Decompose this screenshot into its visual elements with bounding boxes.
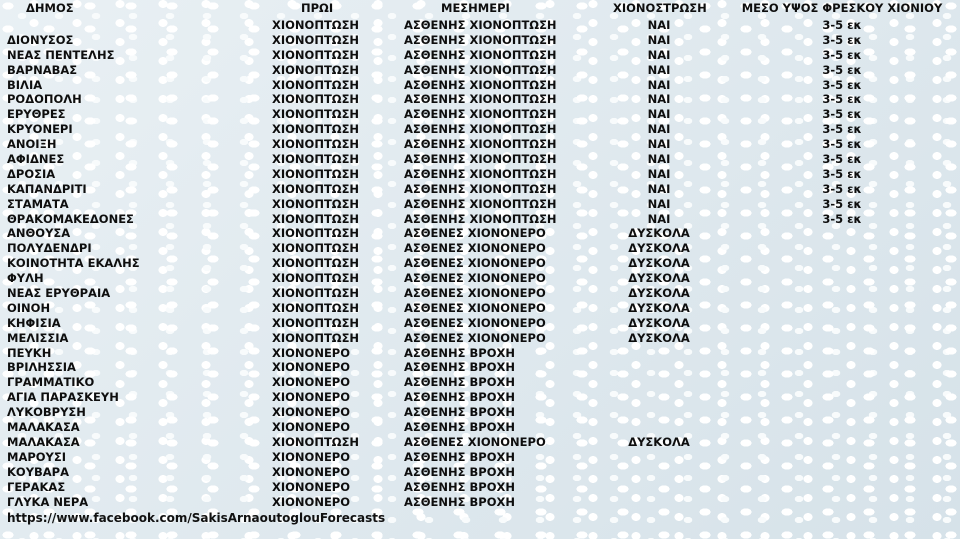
cell-mesimeri: ΑΣΘΕΝΕΣ ΧΙΟΝΟΝΕΡΟ	[404, 300, 546, 315]
cell-proi: ΧΙΟΝΟΝΕΡΟ	[272, 375, 351, 390]
cell-demos: ΚΟΥΒΑΡΑ	[7, 464, 70, 479]
cell-demos: ΝΕΑΣ ΕΡΥΘΡΑΙΑ	[7, 286, 111, 301]
cell-demos: ΔΙΟΝΥΣΟΣ	[7, 32, 74, 47]
cell-proi: ΧΙΟΝΟΝΕΡΟ	[272, 449, 351, 464]
cell-demos: ΚΡΥΟΝΕΡΙ	[7, 122, 73, 137]
cell-demos: ΓΡΑΜΜΑΤΙΚΟ	[7, 375, 95, 390]
cell-chionostrosi: ΔΥΣΚΟΛΑ	[628, 315, 690, 330]
cell-chionostrosi: ΝΑΙ	[647, 152, 671, 167]
cell-proi: ΧΙΟΝΟΠΤΩΣΗ	[272, 181, 360, 196]
cell-proi: ΧΙΟΝΟΝΕΡΟ	[272, 345, 351, 360]
table-row	[0, 405, 960, 420]
header-chionostrosi: ΧΙΟΝΟΣΤΡΩΣΗ	[613, 1, 707, 15]
cell-ypsos: 3-5 εκ	[822, 166, 862, 181]
cell-proi: ΧΙΟΝΟΠΤΩΣΗ	[272, 122, 360, 137]
cell-proi: ΧΙΟΝΟΝΕΡΟ	[272, 494, 351, 509]
cell-demos: ΡΟΔΟΠΟΛΗ	[7, 92, 82, 107]
table-row	[0, 197, 960, 212]
cell-demos: ΒΑΡΝΑΒΑΣ	[7, 62, 78, 77]
cell-proi: ΧΙΟΝΟΠΤΩΣΗ	[272, 434, 360, 449]
cell-mesimeri: ΑΣΘΕΝΗΣ ΧΙΟΝΟΠΤΩΣΗ	[404, 137, 557, 152]
cell-mesimeri: ΑΣΘΕΝΗΣ ΒΡΟΧΗ	[404, 449, 515, 464]
table-row	[0, 256, 960, 271]
cell-demos: ΜΑΛΑΚΑΣΑ	[7, 434, 80, 449]
cell-proi: ΧΙΟΝΟΠΤΩΣΗ	[272, 62, 360, 77]
table-row	[0, 331, 960, 346]
cell-demos: ΑΦΙΔΝΕΣ	[7, 152, 65, 167]
cell-proi: ΧΙΟΝΟΠΤΩΣΗ	[272, 137, 360, 152]
cell-ypsos: 3-5 εκ	[822, 18, 862, 32]
cell-ypsos: 3-5 εκ	[822, 152, 862, 167]
cell-proi: ΧΙΟΝΟΠΤΩΣΗ	[272, 18, 360, 32]
source-url[interactable]: https://www.facebook.com/SakisArnaoutoglouForecasts	[7, 511, 386, 525]
cell-mesimeri: ΑΣΘΕΝΗΣ ΧΙΟΝΟΠΤΩΣΗ	[404, 166, 557, 181]
header-ypsos: ΜΕΣΟ ΥΨΟΣ ΦΡΕΣΚΟΥ ΧΙΟΝΙΟΥ	[741, 1, 943, 15]
cell-mesimeri: ΑΣΘΕΝΕΣ ΧΙΟΝΟΝΕΡΟ	[404, 330, 546, 345]
cell-mesimeri: ΑΣΘΕΝΕΣ ΧΙΟΝΟΝΕΡΟ	[404, 271, 546, 286]
cell-proi: ΧΙΟΝΟΝΕΡΟ	[272, 390, 351, 405]
cell-mesimeri: ΑΣΘΕΝΕΣ ΧΙΟΝΟΝΕΡΟ	[404, 256, 546, 271]
cell-proi: ΧΙΟΝΟΠΤΩΣΗ	[272, 92, 360, 107]
cell-demos: ΠΕΥΚΗ	[7, 345, 52, 360]
cell-proi: ΧΙΟΝΟΠΤΩΣΗ	[272, 330, 360, 345]
table-row	[0, 495, 960, 510]
cell-mesimeri: ΑΣΘΕΝΗΣ ΒΡΟΧΗ	[404, 494, 515, 509]
cell-demos: ΑΓΙΑ ΠΑΡΑΣΚΕΥΗ	[7, 390, 119, 405]
cell-ypsos: 3-5 εκ	[822, 62, 862, 77]
table-row	[0, 63, 960, 78]
cell-mesimeri: ΑΣΘΕΝΗΣ ΧΙΟΝΟΠΤΩΣΗ	[404, 211, 557, 226]
cell-mesimeri: ΑΣΘΕΝΗΣ ΧΙΟΝΟΠΤΩΣΗ	[404, 77, 557, 92]
table-row	[0, 33, 960, 48]
table-row	[0, 450, 960, 465]
cell-demos: ΜΕΛΙΣΣΙΑ	[7, 330, 69, 345]
table-row	[0, 18, 960, 33]
cell-demos: ΓΛΥΚΑ ΝΕΡΑ	[7, 494, 89, 509]
cell-demos: ΕΡΥΘΡΕΣ	[7, 107, 66, 122]
table-row	[0, 226, 960, 241]
cell-mesimeri: ΑΣΘΕΝΗΣ ΧΙΟΝΟΠΤΩΣΗ	[404, 181, 557, 196]
cell-proi: ΧΙΟΝΟΠΤΩΣΗ	[272, 152, 360, 167]
cell-chionostrosi: ΔΥΣΚΟΛΑ	[628, 300, 690, 315]
table-row	[0, 182, 960, 197]
cell-chionostrosi: ΔΥΣΚΟΛΑ	[628, 330, 690, 345]
table-body	[0, 18, 960, 509]
cell-ypsos: 3-5 εκ	[822, 47, 862, 62]
cell-mesimeri: ΑΣΘΕΝΗΣ ΒΡΟΧΗ	[404, 479, 515, 494]
table-row	[0, 286, 960, 301]
header-proi: ΠΡΩΙ	[301, 1, 334, 15]
cell-chionostrosi: ΝΑΙ	[647, 92, 671, 107]
cell-demos: ΓΕΡΑΚΑΣ	[7, 479, 66, 494]
cell-chionostrosi: ΔΥΣΚΟΛΑ	[628, 226, 690, 241]
cell-demos: ΑΝΟΙΞΗ	[7, 137, 57, 152]
cell-chionostrosi: ΔΥΣΚΟΛΑ	[628, 434, 690, 449]
cell-mesimeri: ΑΣΘΕΝΗΣ ΒΡΟΧΗ	[404, 464, 515, 479]
cell-chionostrosi: ΝΑΙ	[647, 47, 671, 62]
cell-mesimeri: ΑΣΘΕΝΗΣ ΧΙΟΝΟΠΤΩΣΗ	[404, 107, 557, 122]
cell-proi: ΧΙΟΝΟΠΤΩΣΗ	[272, 47, 360, 62]
cell-ypsos: 3-5 εκ	[822, 196, 862, 211]
cell-demos: ΜΑΛΑΚΑΣΑ	[7, 420, 80, 435]
cell-chionostrosi: ΝΑΙ	[647, 196, 671, 211]
table-row	[0, 167, 960, 182]
cell-demos: ΠΟΛΥΔΕΝΔΡΙ	[7, 241, 92, 256]
cell-demos: ΔΡΟΣΙΑ	[7, 166, 56, 181]
cell-mesimeri: ΑΣΘΕΝΗΣ ΒΡΟΧΗ	[404, 360, 515, 375]
cell-proi: ΧΙΟΝΟΠΤΩΣΗ	[272, 241, 360, 256]
table-row	[0, 346, 960, 361]
cell-ypsos: 3-5 εκ	[822, 107, 862, 122]
cell-mesimeri: ΑΣΘΕΝΕΣ ΧΙΟΝΟΝΕΡΟ	[404, 434, 546, 449]
cell-mesimeri: ΑΣΘΕΝΗΣ ΒΡΟΧΗ	[404, 390, 515, 405]
table-row	[0, 465, 960, 480]
cell-demos: ΟΙΝΟΗ	[7, 300, 51, 315]
cell-mesimeri: ΑΣΘΕΝΗΣ ΧΙΟΝΟΠΤΩΣΗ	[404, 18, 557, 32]
cell-proi: ΧΙΟΝΟΝΕΡΟ	[272, 405, 351, 420]
cell-mesimeri: ΑΣΘΕΝΗΣ ΧΙΟΝΟΠΤΩΣΗ	[404, 196, 557, 211]
cell-demos: ΒΡΙΛΗΣΣΙΑ	[7, 360, 76, 375]
cell-proi: ΧΙΟΝΟΠΤΩΣΗ	[272, 77, 360, 92]
cell-chionostrosi: ΔΥΣΚΟΛΑ	[628, 241, 690, 256]
cell-chionostrosi: ΝΑΙ	[647, 211, 671, 226]
table-row	[0, 241, 960, 256]
cell-mesimeri: ΑΣΘΕΝΗΣ ΒΡΟΧΗ	[404, 405, 515, 420]
cell-proi: ΧΙΟΝΟΠΤΩΣΗ	[272, 166, 360, 181]
cell-mesimeri: ΑΣΘΕΝΗΣ ΧΙΟΝΟΠΤΩΣΗ	[404, 32, 557, 47]
cell-ypsos: 3-5 εκ	[822, 181, 862, 196]
cell-mesimeri: ΑΣΘΕΝΗΣ ΧΙΟΝΟΠΤΩΣΗ	[404, 62, 557, 77]
table-row	[0, 107, 960, 122]
cell-proi: ΧΙΟΝΟΝΕΡΟ	[272, 464, 351, 479]
cell-demos: ΘΡΑΚΟΜΑΚΕΔΟΝΕΣ	[7, 211, 134, 226]
table-header-row	[0, 0, 960, 18]
cell-proi: ΧΙΟΝΟΝΕΡΟ	[272, 479, 351, 494]
cell-ypsos: 3-5 εκ	[822, 92, 862, 107]
cell-ypsos: 3-5 εκ	[822, 137, 862, 152]
cell-mesimeri: ΑΣΘΕΝΗΣ ΧΙΟΝΟΠΤΩΣΗ	[404, 152, 557, 167]
cell-proi: ΧΙΟΝΟΠΤΩΣΗ	[272, 271, 360, 286]
cell-proi: ΧΙΟΝΟΠΤΩΣΗ	[272, 286, 360, 301]
cell-ypsos: 3-5 εκ	[822, 122, 862, 137]
cell-chionostrosi: ΝΑΙ	[647, 166, 671, 181]
cell-chionostrosi: ΔΥΣΚΟΛΑ	[628, 286, 690, 301]
cell-chionostrosi: ΔΥΣΚΟΛΑ	[628, 271, 690, 286]
table-row	[0, 152, 960, 167]
table-row	[0, 212, 960, 227]
cell-proi: ΧΙΟΝΟΠΤΩΣΗ	[272, 315, 360, 330]
cell-chionostrosi: ΝΑΙ	[647, 137, 671, 152]
cell-ypsos: 3-5 εκ	[822, 32, 862, 47]
cell-chionostrosi: ΝΑΙ	[647, 107, 671, 122]
cell-chionostrosi: ΝΑΙ	[647, 62, 671, 77]
table-row	[0, 92, 960, 107]
cell-demos: ΣΤΑΜΑΤΑ	[7, 196, 69, 211]
cell-chionostrosi: ΔΥΣΚΟΛΑ	[628, 256, 690, 271]
cell-mesimeri: ΑΣΘΕΝΕΣ ΧΙΟΝΟΝΕΡΟ	[404, 226, 546, 241]
cell-mesimeri: ΑΣΘΕΝΗΣ ΒΡΟΧΗ	[404, 375, 515, 390]
table-row	[0, 271, 960, 286]
table-row	[0, 316, 960, 331]
cell-demos: ΜΑΡΟΥΣΙ	[7, 449, 67, 464]
header-mesimeri: ΜΕΣΗΜΕΡΙ	[441, 1, 510, 15]
cell-mesimeri: ΑΣΘΕΝΗΣ ΧΙΟΝΟΠΤΩΣΗ	[404, 47, 557, 62]
table-row	[0, 360, 960, 375]
cell-mesimeri: ΑΣΘΕΝΕΣ ΧΙΟΝΟΝΕΡΟ	[404, 241, 546, 256]
table-row	[0, 122, 960, 137]
cell-demos: ΑΝΘΟΥΣΑ	[7, 226, 71, 241]
cell-chionostrosi: ΝΑΙ	[647, 18, 671, 32]
table-row	[0, 48, 960, 63]
cell-chionostrosi: ΝΑΙ	[647, 181, 671, 196]
cell-mesimeri: ΑΣΘΕΝΗΣ ΧΙΟΝΟΠΤΩΣΗ	[404, 92, 557, 107]
cell-demos: ΚΑΠΑΝΔΡΙΤΙ	[7, 181, 87, 196]
table-row	[0, 78, 960, 93]
cell-proi: ΧΙΟΝΟΠΤΩΣΗ	[272, 300, 360, 315]
cell-proi: ΧΙΟΝΟΠΤΩΣΗ	[272, 32, 360, 47]
cell-proi: ΧΙΟΝΟΠΤΩΣΗ	[272, 196, 360, 211]
table-row	[0, 480, 960, 495]
cell-proi: ΧΙΟΝΟΠΤΩΣΗ	[272, 107, 360, 122]
cell-proi: ΧΙΟΝΟΝΕΡΟ	[272, 420, 351, 435]
cell-ypsos: 3-5 εκ	[822, 77, 862, 92]
cell-mesimeri: ΑΣΘΕΝΕΣ ΧΙΟΝΟΝΕΡΟ	[404, 286, 546, 301]
cell-demos: ΒΙΛΙΑ	[7, 77, 43, 92]
cell-chionostrosi: ΝΑΙ	[647, 32, 671, 47]
cell-ypsos: 3-5 εκ	[822, 211, 862, 226]
cell-proi: ΧΙΟΝΟΠΤΩΣΗ	[272, 211, 360, 226]
table-row	[0, 137, 960, 152]
cell-chionostrosi: ΝΑΙ	[647, 77, 671, 92]
cell-demos: ΚΗΦΙΣΙΑ	[7, 315, 61, 330]
cell-proi: ΧΙΟΝΟΠΤΩΣΗ	[272, 256, 360, 271]
cell-demos: ΚΟΙΝΟΤΗΤΑ ΕΚΑΛΗΣ	[7, 256, 140, 271]
cell-mesimeri: ΑΣΘΕΝΗΣ ΧΙΟΝΟΠΤΩΣΗ	[404, 122, 557, 137]
table-row	[0, 435, 960, 450]
cell-demos: ΦΥΛΗ	[7, 271, 44, 286]
cell-mesimeri: ΑΣΘΕΝΗΣ ΒΡΟΧΗ	[404, 420, 515, 435]
table-row	[0, 301, 960, 316]
header-demos: ΔΗΜΟΣ	[26, 1, 74, 15]
cell-proi: ΧΙΟΝΟΝΕΡΟ	[272, 360, 351, 375]
cell-mesimeri: ΑΣΘΕΝΗΣ ΒΡΟΧΗ	[404, 345, 515, 360]
cell-chionostrosi: ΝΑΙ	[647, 122, 671, 137]
table-row	[0, 375, 960, 390]
table-row	[0, 390, 960, 405]
cell-proi: ΧΙΟΝΟΠΤΩΣΗ	[272, 226, 360, 241]
cell-demos: ΛΥΚΟΒΡΥΣΗ	[7, 405, 86, 420]
cell-mesimeri: ΑΣΘΕΝΕΣ ΧΙΟΝΟΝΕΡΟ	[404, 315, 546, 330]
cell-demos: ΝΕΑΣ ΠΕΝΤΕΛΗΣ	[7, 47, 115, 62]
table-row	[0, 420, 960, 435]
